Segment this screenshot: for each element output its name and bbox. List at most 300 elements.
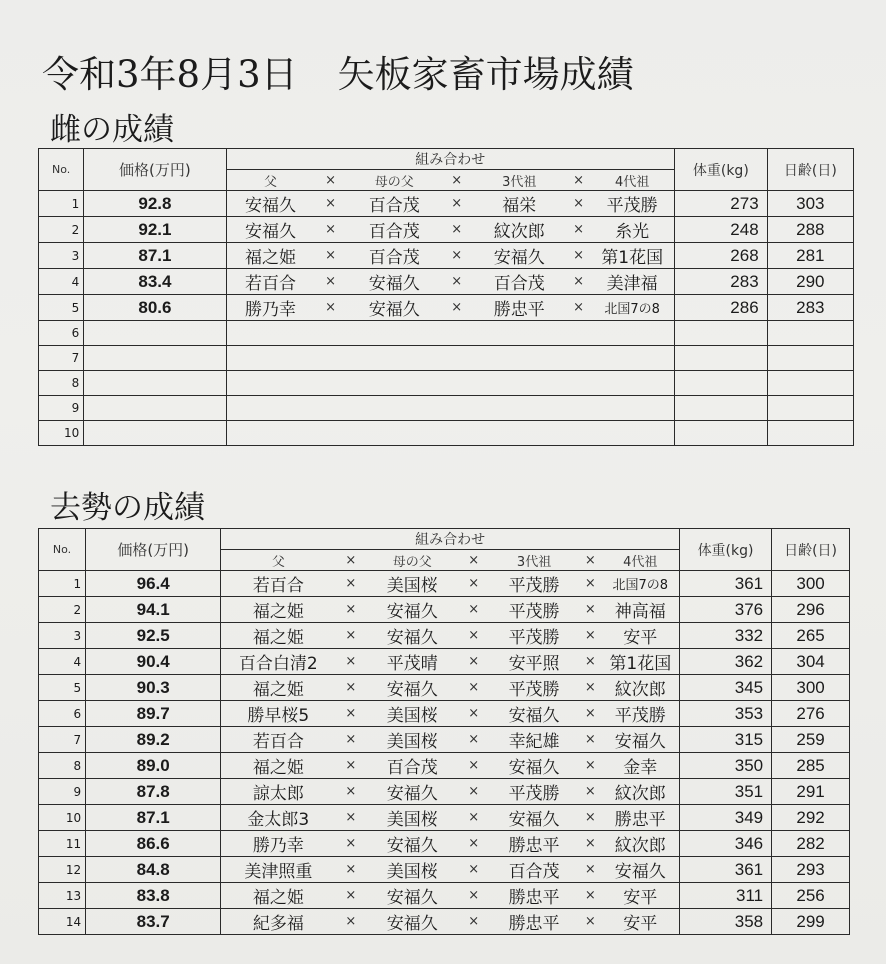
cell-times: × bbox=[579, 831, 602, 857]
cell-times: × bbox=[567, 191, 591, 217]
cell-age bbox=[767, 396, 853, 421]
cell-times: × bbox=[335, 701, 366, 727]
cell-father bbox=[226, 321, 314, 346]
cell-third-generation bbox=[472, 371, 567, 396]
cell-times: × bbox=[335, 571, 366, 597]
cell-maternal-grandfather: 安福久 bbox=[366, 909, 458, 935]
cell-age: 300 bbox=[772, 675, 850, 701]
cell-times bbox=[567, 371, 591, 396]
header-third-generation: 3代祖 bbox=[489, 550, 579, 571]
cell-fourth-generation bbox=[590, 421, 674, 446]
cell-age: 304 bbox=[772, 649, 850, 675]
table-row bbox=[39, 371, 854, 396]
cell-times: × bbox=[458, 779, 489, 805]
table-row bbox=[39, 421, 854, 446]
header-row bbox=[39, 149, 854, 170]
cell-price: 90.3 bbox=[86, 675, 221, 701]
table-row bbox=[39, 623, 850, 649]
cell-fourth-generation bbox=[590, 346, 674, 371]
cell-weight: 286 bbox=[674, 295, 767, 321]
cell-father: 諒太郎 bbox=[221, 779, 336, 805]
title-market-results: 矢板家畜市場成績 bbox=[337, 53, 634, 96]
cell-father: 若百合 bbox=[226, 269, 314, 295]
cell-times: × bbox=[458, 571, 489, 597]
cell-no: 8 bbox=[39, 753, 86, 779]
cell-weight: 315 bbox=[679, 727, 771, 753]
header-price: 価格(万円) bbox=[86, 529, 221, 571]
cell-price: 84.8 bbox=[86, 857, 221, 883]
cell-times bbox=[442, 346, 472, 371]
cell-maternal-grandfather bbox=[347, 396, 442, 421]
table-row bbox=[39, 396, 854, 421]
cell-times bbox=[314, 396, 346, 421]
header-no: No. bbox=[39, 149, 84, 191]
cell-fourth-generation: 安福久 bbox=[602, 857, 680, 883]
cell-fourth-generation bbox=[590, 321, 674, 346]
cell-weight: 353 bbox=[679, 701, 771, 727]
header-weight: 体重(kg) bbox=[674, 149, 767, 191]
cell-father: 福之姫 bbox=[221, 597, 336, 623]
cell-no: 10 bbox=[39, 421, 84, 446]
cell-third-generation: 百合茂 bbox=[472, 269, 567, 295]
table-row bbox=[39, 883, 850, 909]
header-weight: 体重(kg) bbox=[679, 529, 771, 571]
table-row bbox=[39, 701, 850, 727]
header-age: 日齢(日) bbox=[767, 149, 853, 191]
header-combination: 組み合わせ bbox=[221, 529, 680, 550]
cell-fourth-generation: 紋次郎 bbox=[602, 831, 680, 857]
cell-father: 若百合 bbox=[221, 571, 336, 597]
cell-father: 福之姫 bbox=[221, 675, 336, 701]
cell-fourth-generation: 安福久 bbox=[602, 727, 680, 753]
header-father: 父 bbox=[226, 170, 314, 191]
cell-price bbox=[84, 371, 226, 396]
header-times: × bbox=[335, 550, 366, 571]
cell-times: × bbox=[335, 909, 366, 935]
cell-no: 6 bbox=[39, 321, 84, 346]
header-third-generation: 3代祖 bbox=[472, 170, 567, 191]
table-row bbox=[39, 727, 850, 753]
cell-times: × bbox=[458, 831, 489, 857]
cell-no: 14 bbox=[39, 909, 86, 935]
cell-age: 290 bbox=[767, 269, 853, 295]
cell-times: × bbox=[567, 269, 591, 295]
cell-no: 11 bbox=[39, 831, 86, 857]
cell-times: × bbox=[458, 597, 489, 623]
cell-times bbox=[314, 371, 346, 396]
table-row bbox=[39, 321, 854, 346]
cell-no: 1 bbox=[39, 191, 84, 217]
cell-times: × bbox=[458, 701, 489, 727]
cell-times: × bbox=[579, 701, 602, 727]
cell-third-generation: 平茂勝 bbox=[489, 597, 579, 623]
cell-third-generation bbox=[472, 321, 567, 346]
castrated-results-table bbox=[38, 528, 850, 935]
cell-fourth-generation: 平茂勝 bbox=[590, 191, 674, 217]
cell-weight: 362 bbox=[679, 649, 771, 675]
cell-maternal-grandfather: 百合茂 bbox=[347, 191, 442, 217]
cell-fourth-generation: 北国7の8 bbox=[602, 571, 680, 597]
cell-fourth-generation: 勝忠平 bbox=[602, 805, 680, 831]
cell-third-generation: 安平照 bbox=[489, 649, 579, 675]
castrated-results-heading: 去勢の成績 bbox=[50, 490, 205, 526]
cell-price: 87.8 bbox=[86, 779, 221, 805]
cell-age: 293 bbox=[772, 857, 850, 883]
cell-third-generation: 百合茂 bbox=[489, 857, 579, 883]
cell-price bbox=[84, 346, 226, 371]
cell-times bbox=[314, 421, 346, 446]
header-fourth-generation: 4代祖 bbox=[590, 170, 674, 191]
cell-maternal-grandfather bbox=[347, 321, 442, 346]
cell-fourth-generation: 第1花国 bbox=[602, 649, 680, 675]
cell-times: × bbox=[314, 269, 346, 295]
cell-age: 303 bbox=[767, 191, 853, 217]
cell-third-generation: 安福久 bbox=[489, 753, 579, 779]
cell-father: 福之姫 bbox=[226, 243, 314, 269]
cell-weight: 248 bbox=[674, 217, 767, 243]
cell-no: 5 bbox=[39, 295, 84, 321]
cell-price: 92.1 bbox=[84, 217, 226, 243]
cell-weight: 376 bbox=[679, 597, 771, 623]
cell-father: 勝乃幸 bbox=[226, 295, 314, 321]
cell-no: 12 bbox=[39, 857, 86, 883]
cell-age: 283 bbox=[767, 295, 853, 321]
table-row bbox=[39, 909, 850, 935]
header-maternal-grandfather: 母の父 bbox=[366, 550, 458, 571]
cell-times: × bbox=[579, 753, 602, 779]
cell-price: 89.0 bbox=[86, 753, 221, 779]
cell-maternal-grandfather: 安福久 bbox=[347, 295, 442, 321]
table-row bbox=[39, 805, 850, 831]
cell-father bbox=[226, 396, 314, 421]
cell-father: 勝早桜5 bbox=[221, 701, 336, 727]
cell-maternal-grandfather: 平茂晴 bbox=[366, 649, 458, 675]
cell-father: 金太郎3 bbox=[221, 805, 336, 831]
cell-fourth-generation: 糸光 bbox=[590, 217, 674, 243]
cell-no: 4 bbox=[39, 649, 86, 675]
cell-price: 86.6 bbox=[86, 831, 221, 857]
cell-times: × bbox=[458, 883, 489, 909]
cell-father bbox=[226, 346, 314, 371]
cell-father: 若百合 bbox=[221, 727, 336, 753]
table-row bbox=[39, 217, 854, 243]
cell-no: 8 bbox=[39, 371, 84, 396]
cell-age bbox=[767, 321, 853, 346]
female-rows bbox=[39, 191, 854, 446]
cell-times: × bbox=[458, 727, 489, 753]
cell-maternal-grandfather: 美国桜 bbox=[366, 805, 458, 831]
cell-weight: 346 bbox=[679, 831, 771, 857]
cell-times: × bbox=[442, 269, 472, 295]
cell-weight: 283 bbox=[674, 269, 767, 295]
cell-age bbox=[767, 346, 853, 371]
cell-third-generation: 安福久 bbox=[489, 701, 579, 727]
cell-maternal-grandfather: 安福久 bbox=[366, 623, 458, 649]
cell-third-generation: 安福久 bbox=[489, 805, 579, 831]
cell-times: × bbox=[579, 883, 602, 909]
cell-maternal-grandfather: 安福久 bbox=[366, 675, 458, 701]
cell-father bbox=[226, 421, 314, 446]
header-times: × bbox=[579, 550, 602, 571]
cell-times: × bbox=[579, 597, 602, 623]
cell-times: × bbox=[442, 243, 472, 269]
cell-father: 福之姫 bbox=[221, 753, 336, 779]
cell-maternal-grandfather: 安福久 bbox=[366, 831, 458, 857]
cell-no: 2 bbox=[39, 597, 86, 623]
cell-times: × bbox=[314, 295, 346, 321]
cell-times: × bbox=[335, 649, 366, 675]
cell-times: × bbox=[458, 623, 489, 649]
cell-price: 83.8 bbox=[86, 883, 221, 909]
header-maternal-grandfather: 母の父 bbox=[347, 170, 442, 191]
cell-father: 福之姫 bbox=[221, 623, 336, 649]
cell-weight: 361 bbox=[679, 571, 771, 597]
cell-no: 10 bbox=[39, 805, 86, 831]
cell-weight: 332 bbox=[679, 623, 771, 649]
table-row bbox=[39, 243, 854, 269]
cell-father: 福之姫 bbox=[221, 883, 336, 909]
cell-times: × bbox=[442, 217, 472, 243]
cell-father: 紀多福 bbox=[221, 909, 336, 935]
cell-age: 296 bbox=[772, 597, 850, 623]
header-no: No. bbox=[39, 529, 86, 571]
cell-father: 勝乃幸 bbox=[221, 831, 336, 857]
cell-price: 92.5 bbox=[86, 623, 221, 649]
header-times: × bbox=[567, 170, 591, 191]
cell-weight: 349 bbox=[679, 805, 771, 831]
cell-times bbox=[314, 346, 346, 371]
cell-times: × bbox=[314, 243, 346, 269]
cell-fourth-generation: 美津福 bbox=[590, 269, 674, 295]
cell-price: 80.6 bbox=[84, 295, 226, 321]
cell-times bbox=[567, 421, 591, 446]
cell-no: 7 bbox=[39, 346, 84, 371]
table-row bbox=[39, 597, 850, 623]
cell-price: 90.4 bbox=[86, 649, 221, 675]
cell-times: × bbox=[579, 909, 602, 935]
cell-age: 265 bbox=[772, 623, 850, 649]
cell-age: 292 bbox=[772, 805, 850, 831]
cell-times: × bbox=[442, 295, 472, 321]
header-row bbox=[39, 529, 850, 550]
cell-times: × bbox=[458, 753, 489, 779]
header-times: × bbox=[314, 170, 346, 191]
cell-maternal-grandfather: 安福久 bbox=[366, 883, 458, 909]
cell-times: × bbox=[579, 779, 602, 805]
header-fourth-generation: 4代祖 bbox=[602, 550, 680, 571]
table-row bbox=[39, 753, 850, 779]
cell-price: 87.1 bbox=[84, 243, 226, 269]
cell-weight: 350 bbox=[679, 753, 771, 779]
table-row bbox=[39, 191, 854, 217]
cell-age: 256 bbox=[772, 883, 850, 909]
cell-weight: 351 bbox=[679, 779, 771, 805]
cell-fourth-generation: 北国7の8 bbox=[590, 295, 674, 321]
table-row bbox=[39, 571, 850, 597]
cell-weight bbox=[674, 321, 767, 346]
cell-age: 259 bbox=[772, 727, 850, 753]
cell-weight bbox=[674, 346, 767, 371]
table-row bbox=[39, 295, 854, 321]
cell-fourth-generation bbox=[590, 371, 674, 396]
cell-times: × bbox=[335, 831, 366, 857]
cell-times: × bbox=[314, 191, 346, 217]
cell-age bbox=[767, 421, 853, 446]
cell-times: × bbox=[442, 191, 472, 217]
cell-times: × bbox=[567, 243, 591, 269]
cell-times: × bbox=[314, 217, 346, 243]
cell-father: 安福久 bbox=[226, 217, 314, 243]
castrated-rows bbox=[39, 571, 850, 935]
cell-times: × bbox=[567, 295, 591, 321]
cell-times: × bbox=[458, 675, 489, 701]
cell-third-generation: 平茂勝 bbox=[489, 675, 579, 701]
cell-price: 87.1 bbox=[86, 805, 221, 831]
cell-age: 282 bbox=[772, 831, 850, 857]
cell-times: × bbox=[579, 675, 602, 701]
cell-price: 92.8 bbox=[84, 191, 226, 217]
cell-times: × bbox=[335, 753, 366, 779]
cell-times: × bbox=[458, 909, 489, 935]
cell-times bbox=[567, 321, 591, 346]
cell-third-generation: 安福久 bbox=[472, 243, 567, 269]
cell-fourth-generation: 神高福 bbox=[602, 597, 680, 623]
cell-no: 7 bbox=[39, 727, 86, 753]
cell-maternal-grandfather: 美国桜 bbox=[366, 727, 458, 753]
table-row bbox=[39, 675, 850, 701]
cell-third-generation: 幸紀雄 bbox=[489, 727, 579, 753]
cell-weight bbox=[674, 396, 767, 421]
cell-father: 安福久 bbox=[226, 191, 314, 217]
cell-age: 288 bbox=[767, 217, 853, 243]
cell-price bbox=[84, 421, 226, 446]
cell-times: × bbox=[579, 805, 602, 831]
cell-price: 83.7 bbox=[86, 909, 221, 935]
cell-third-generation: 平茂勝 bbox=[489, 779, 579, 805]
cell-maternal-grandfather: 安福久 bbox=[366, 779, 458, 805]
cell-age: 299 bbox=[772, 909, 850, 935]
cell-age: 276 bbox=[772, 701, 850, 727]
cell-price: 94.1 bbox=[86, 597, 221, 623]
cell-no: 5 bbox=[39, 675, 86, 701]
table-row bbox=[39, 779, 850, 805]
cell-price: 89.2 bbox=[86, 727, 221, 753]
cell-no: 3 bbox=[39, 243, 84, 269]
cell-father bbox=[226, 371, 314, 396]
cell-third-generation bbox=[472, 421, 567, 446]
header-times: × bbox=[442, 170, 472, 191]
cell-fourth-generation: 金幸 bbox=[602, 753, 680, 779]
cell-times: × bbox=[335, 805, 366, 831]
cell-maternal-grandfather bbox=[347, 371, 442, 396]
cell-times bbox=[442, 396, 472, 421]
cell-times bbox=[442, 421, 472, 446]
cell-times: × bbox=[579, 571, 602, 597]
cell-father: 美津照重 bbox=[221, 857, 336, 883]
table-row bbox=[39, 346, 854, 371]
cell-third-generation: 紋次郎 bbox=[472, 217, 567, 243]
cell-times bbox=[567, 346, 591, 371]
cell-maternal-grandfather: 安福久 bbox=[347, 269, 442, 295]
table-row bbox=[39, 857, 850, 883]
cell-times: × bbox=[579, 623, 602, 649]
header-times: × bbox=[458, 550, 489, 571]
cell-weight bbox=[674, 371, 767, 396]
cell-price bbox=[84, 321, 226, 346]
cell-fourth-generation: 平茂勝 bbox=[602, 701, 680, 727]
cell-age: 291 bbox=[772, 779, 850, 805]
cell-third-generation: 平茂勝 bbox=[489, 623, 579, 649]
cell-fourth-generation: 紋次郎 bbox=[602, 675, 680, 701]
cell-fourth-generation: 紋次郎 bbox=[602, 779, 680, 805]
cell-maternal-grandfather bbox=[347, 421, 442, 446]
cell-age: 285 bbox=[772, 753, 850, 779]
cell-no: 13 bbox=[39, 883, 86, 909]
cell-price: 96.4 bbox=[86, 571, 221, 597]
cell-fourth-generation bbox=[590, 396, 674, 421]
cell-price bbox=[84, 396, 226, 421]
cell-maternal-grandfather: 安福久 bbox=[366, 597, 458, 623]
female-results-heading: 雌の成績 bbox=[50, 112, 174, 148]
title-date: 令和3年8月3日 bbox=[42, 53, 298, 96]
cell-price: 83.4 bbox=[84, 269, 226, 295]
table-row bbox=[39, 269, 854, 295]
cell-times: × bbox=[567, 217, 591, 243]
header-combination: 組み合わせ bbox=[226, 149, 674, 170]
female-results-table bbox=[38, 148, 854, 446]
cell-fourth-generation: 安平 bbox=[602, 909, 680, 935]
header-age: 日齢(日) bbox=[772, 529, 850, 571]
cell-third-generation: 勝忠平 bbox=[489, 909, 579, 935]
cell-fourth-generation: 安平 bbox=[602, 623, 680, 649]
cell-third-generation bbox=[472, 396, 567, 421]
cell-weight: 361 bbox=[679, 857, 771, 883]
cell-weight bbox=[674, 421, 767, 446]
cell-no: 1 bbox=[39, 571, 86, 597]
cell-times: × bbox=[458, 857, 489, 883]
cell-maternal-grandfather: 美国桜 bbox=[366, 701, 458, 727]
cell-times: × bbox=[579, 857, 602, 883]
cell-no: 9 bbox=[39, 779, 86, 805]
header-father: 父 bbox=[221, 550, 336, 571]
cell-times: × bbox=[579, 649, 602, 675]
cell-third-generation: 勝忠平 bbox=[489, 883, 579, 909]
cell-no: 3 bbox=[39, 623, 86, 649]
cell-third-generation: 福栄 bbox=[472, 191, 567, 217]
cell-weight: 358 bbox=[679, 909, 771, 935]
cell-times: × bbox=[335, 779, 366, 805]
cell-weight: 311 bbox=[679, 883, 771, 909]
cell-father: 百合白清2 bbox=[221, 649, 336, 675]
cell-age: 300 bbox=[772, 571, 850, 597]
cell-maternal-grandfather bbox=[347, 346, 442, 371]
cell-times: × bbox=[335, 727, 366, 753]
cell-times: × bbox=[579, 727, 602, 753]
cell-maternal-grandfather: 美国桜 bbox=[366, 857, 458, 883]
table-row bbox=[39, 649, 850, 675]
cell-third-generation: 勝忠平 bbox=[489, 831, 579, 857]
page-title bbox=[42, 44, 634, 98]
cell-fourth-generation: 安平 bbox=[602, 883, 680, 909]
cell-third-generation: 勝忠平 bbox=[472, 295, 567, 321]
cell-third-generation bbox=[472, 346, 567, 371]
table-row bbox=[39, 831, 850, 857]
cell-weight: 268 bbox=[674, 243, 767, 269]
header-price: 価格(万円) bbox=[84, 149, 226, 191]
cell-no: 6 bbox=[39, 701, 86, 727]
cell-weight: 345 bbox=[679, 675, 771, 701]
cell-age: 281 bbox=[767, 243, 853, 269]
